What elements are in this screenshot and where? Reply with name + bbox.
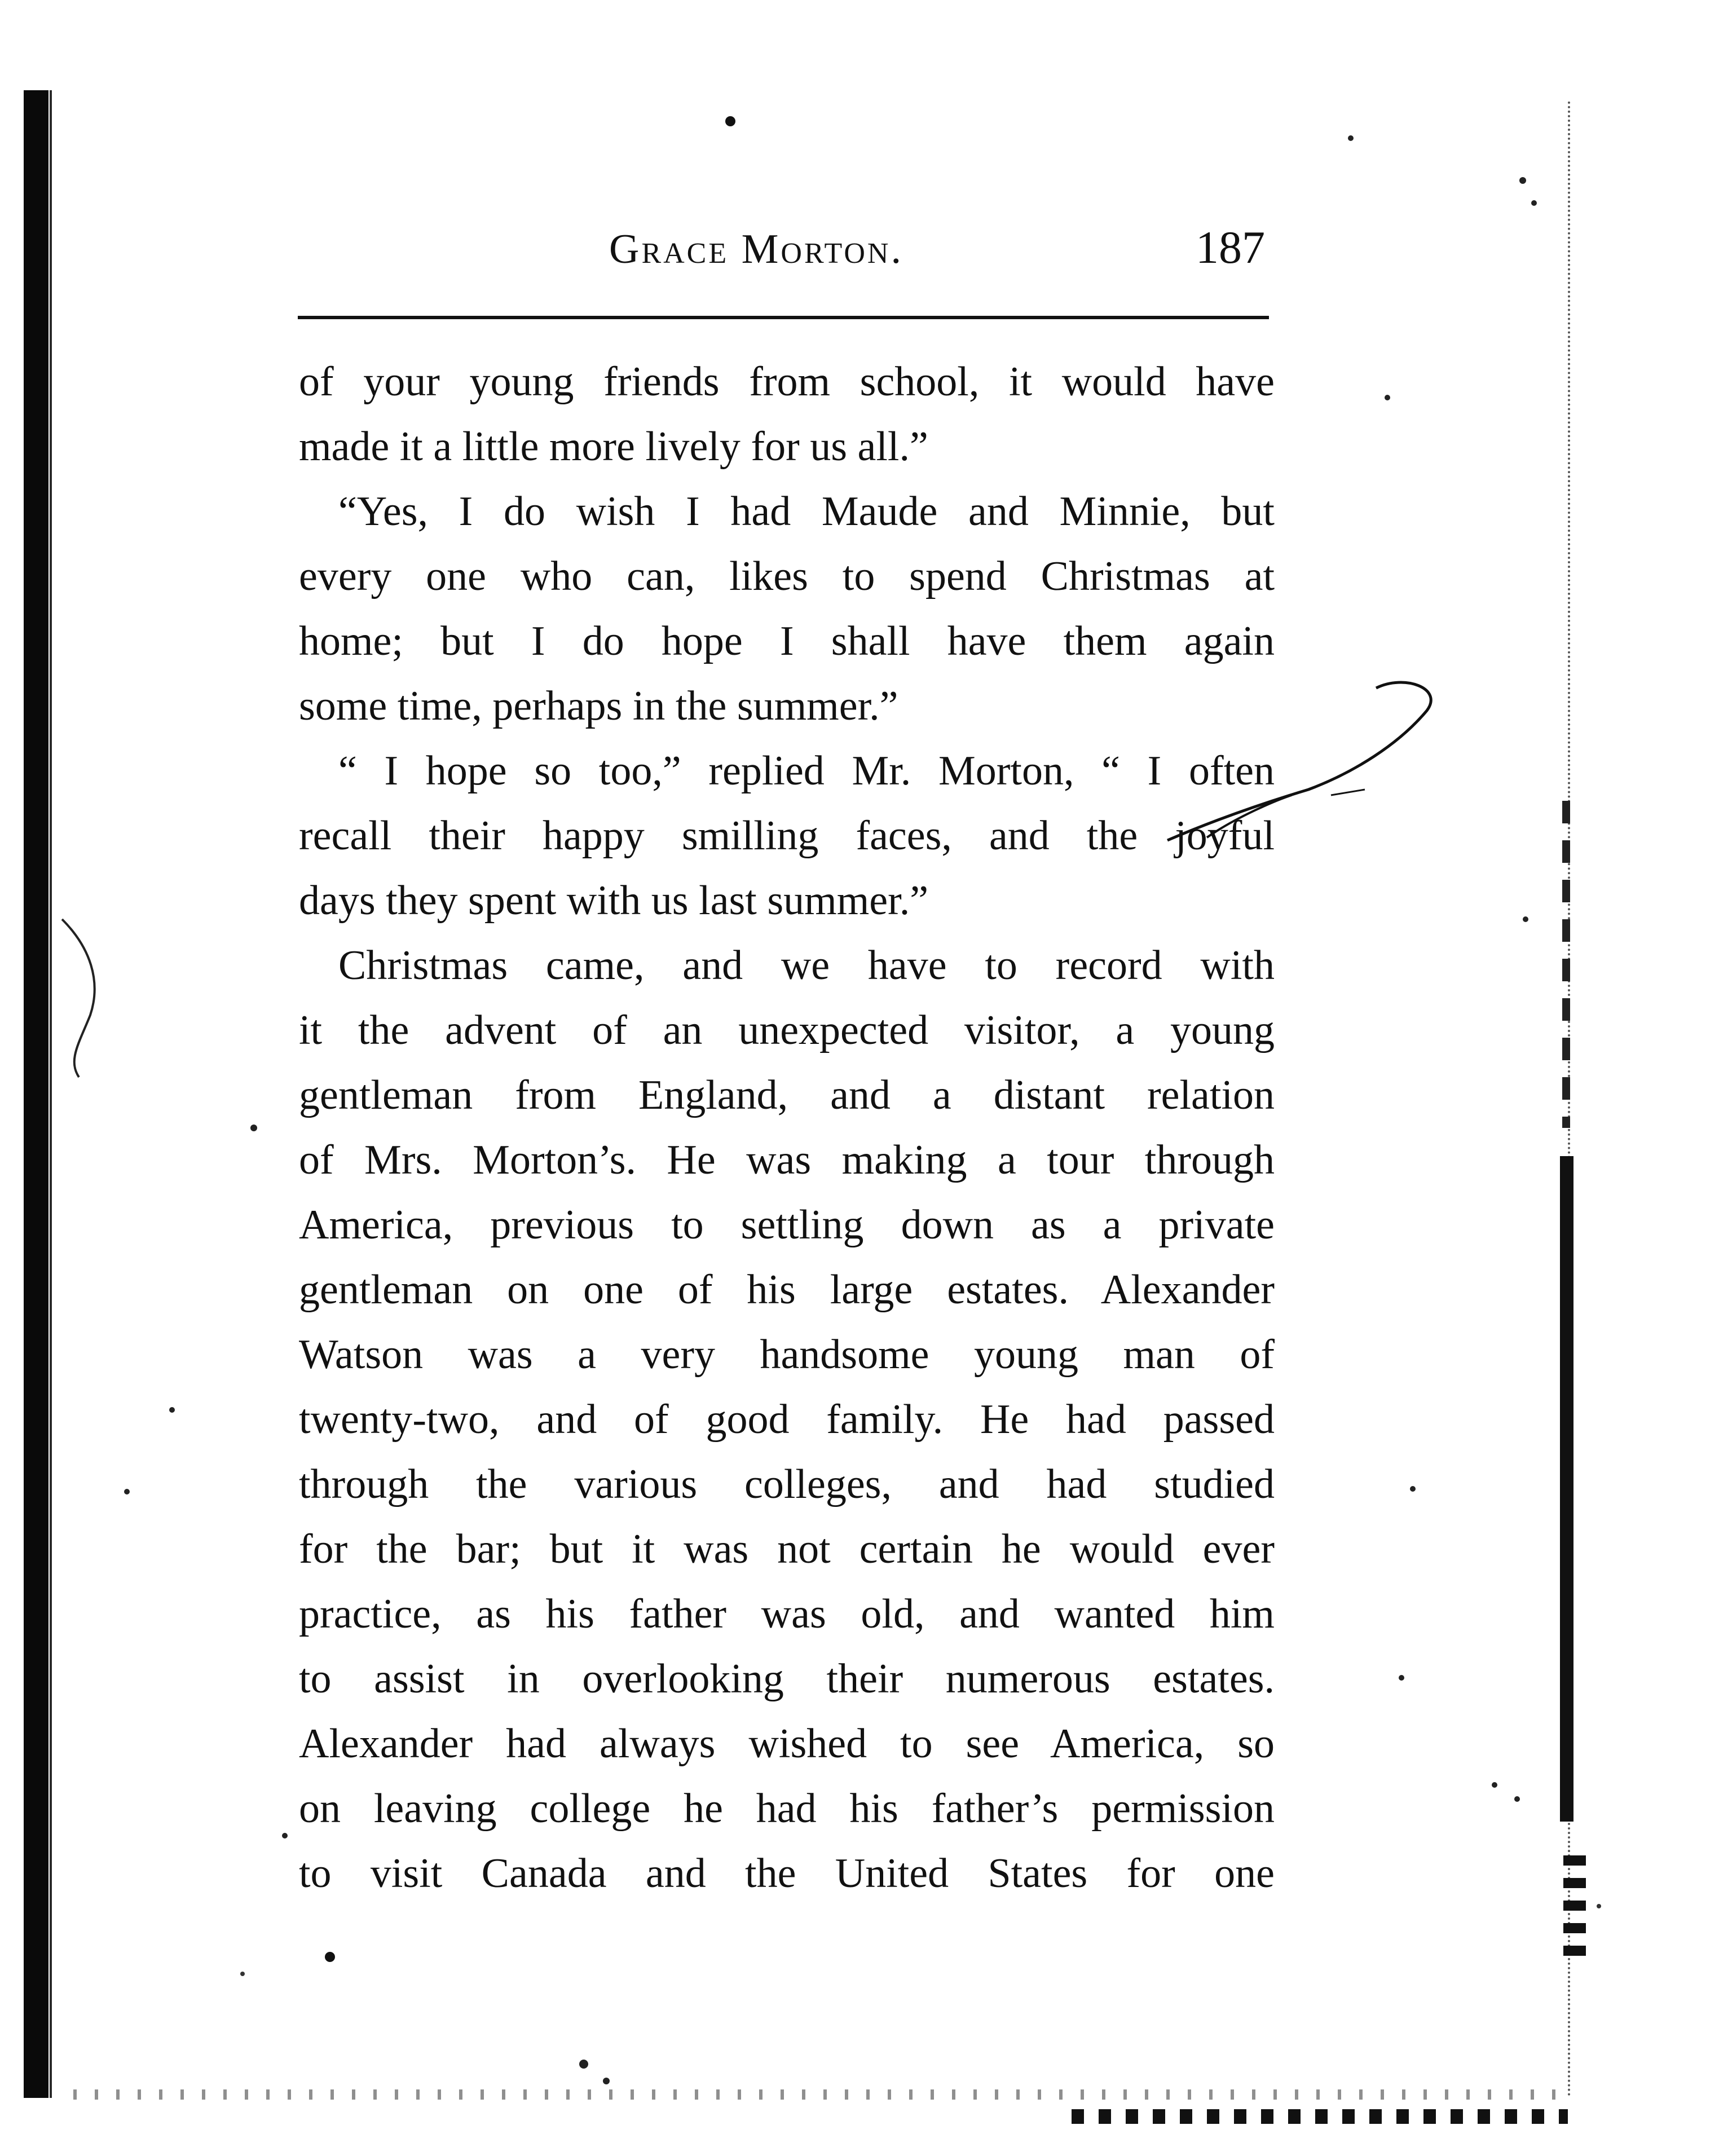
text-line: recall their happy smilling faces, and the joyful: [299, 813, 1275, 859]
running-head: Grace Morton.: [609, 226, 903, 272]
text-line: Watson was a very handsome young man of: [299, 1331, 1275, 1378]
text-line: of Mrs. Morton’s. He was making a tour through: [299, 1137, 1275, 1183]
text-line: “ I hope so too,” replied Mr. Morton, “ I often: [338, 748, 1275, 794]
text-line: every one who can, likes to spend Christmas at: [299, 553, 1275, 599]
text-line: of your young friends from school, it would have: [299, 359, 1275, 405]
page-number: 187: [1196, 222, 1265, 273]
text-line: twenty-two, and of good family. He had passed: [299, 1396, 1275, 1443]
text-line: to visit Canada and the United States for one: [299, 1850, 1275, 1897]
text-line: Christmas came, and we have to record with: [338, 942, 1275, 989]
text-line: America, previous to settling down as a private: [299, 1202, 1275, 1248]
text-line: to assist in overlooking their numerous estates.: [299, 1656, 1275, 1702]
text-line: it the advent of an unexpected visitor, a young: [299, 1007, 1275, 1053]
text-line: made it a little more lively for us all.”: [299, 424, 928, 470]
text-line: practice, as his father was old, and wanted him: [299, 1591, 1275, 1637]
text-line: some time, perhaps in the summer.”: [299, 683, 898, 729]
text-line: on leaving college he had his father’s permission: [299, 1785, 1275, 1832]
text-line: gentleman on one of his large estates. Alexander: [299, 1267, 1275, 1313]
text-line: gentleman from England, and a distant relation: [299, 1072, 1275, 1118]
text-line: home; but I do hope I shall have them again: [299, 618, 1275, 664]
text-line: for the bar; but it was not certain he would ever: [299, 1526, 1275, 1572]
text-line: through the various colleges, and had studied: [299, 1461, 1275, 1507]
text-line: “Yes, I do wish I had Maude and Minnie, but: [338, 488, 1275, 535]
text-line: Alexander had always wished to see America, so: [299, 1721, 1275, 1767]
text-line: days they spent with us last summer.”: [299, 878, 929, 924]
